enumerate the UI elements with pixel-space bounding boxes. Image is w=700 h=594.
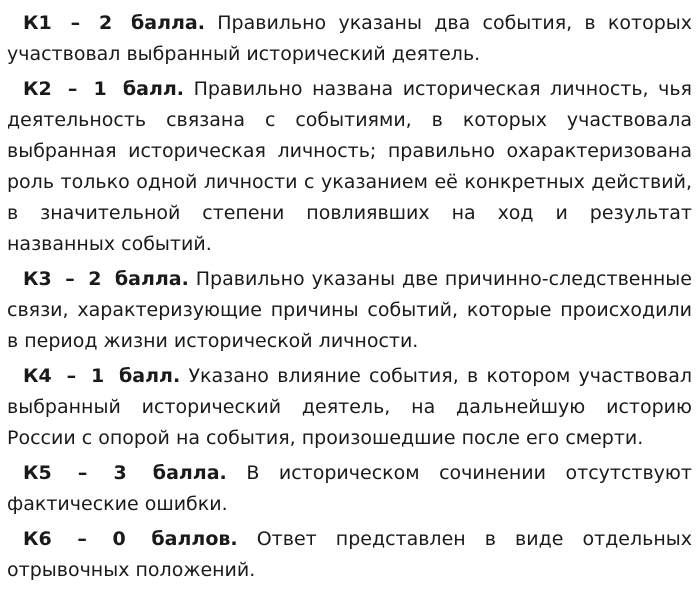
criterion-k6 <box>7 524 692 586</box>
criterion-text: Указано влияние события, в котором участвовал выбранный исторический деятель, на дальнейшую историю России с опорой на события, произошедшие после его смерти. <box>7 365 692 449</box>
criterion-label: К5 – 3 балла. <box>23 462 227 484</box>
criterion-label: К1 – 2 балла. <box>23 12 205 34</box>
criterion-text: Правильно названа историческая личность, чья деятельность связана с событиями, в которых участвовала выбранная историческая личность; правильно охарактеризована роль только одной личности с указанием её конкретных действий, в значительной степени повлиявших на ход и результат названных событий. <box>7 78 692 255</box>
criterion-text: Правильно указаны две причинно-следственные связи, характеризующие причины событий, которые происходили в период жизни исторической личности. <box>7 268 692 352</box>
criterion-text: Ответ представлен в виде отдельных отрывочных положений. <box>7 528 693 581</box>
criterion-text: Правильно указаны два события, в которых участвовал выбранный исторический деятель. <box>7 12 693 65</box>
criterion-k1 <box>7 8 692 70</box>
criterion-k5 <box>7 458 692 520</box>
criterion-text: В историческом сочинении отсутствуют фактические ошибки. <box>7 462 692 515</box>
criterion-k2 <box>7 74 692 260</box>
criterion-label: К6 – 0 баллов. <box>23 528 238 550</box>
criterion-k4 <box>7 361 692 454</box>
criterion-label: К3 – 2 балла. <box>23 268 189 290</box>
criterion-label: К2 – 1 балл. <box>23 78 185 100</box>
criterion-label: К4 – 1 балл. <box>23 365 181 387</box>
criterion-k3 <box>7 264 692 357</box>
